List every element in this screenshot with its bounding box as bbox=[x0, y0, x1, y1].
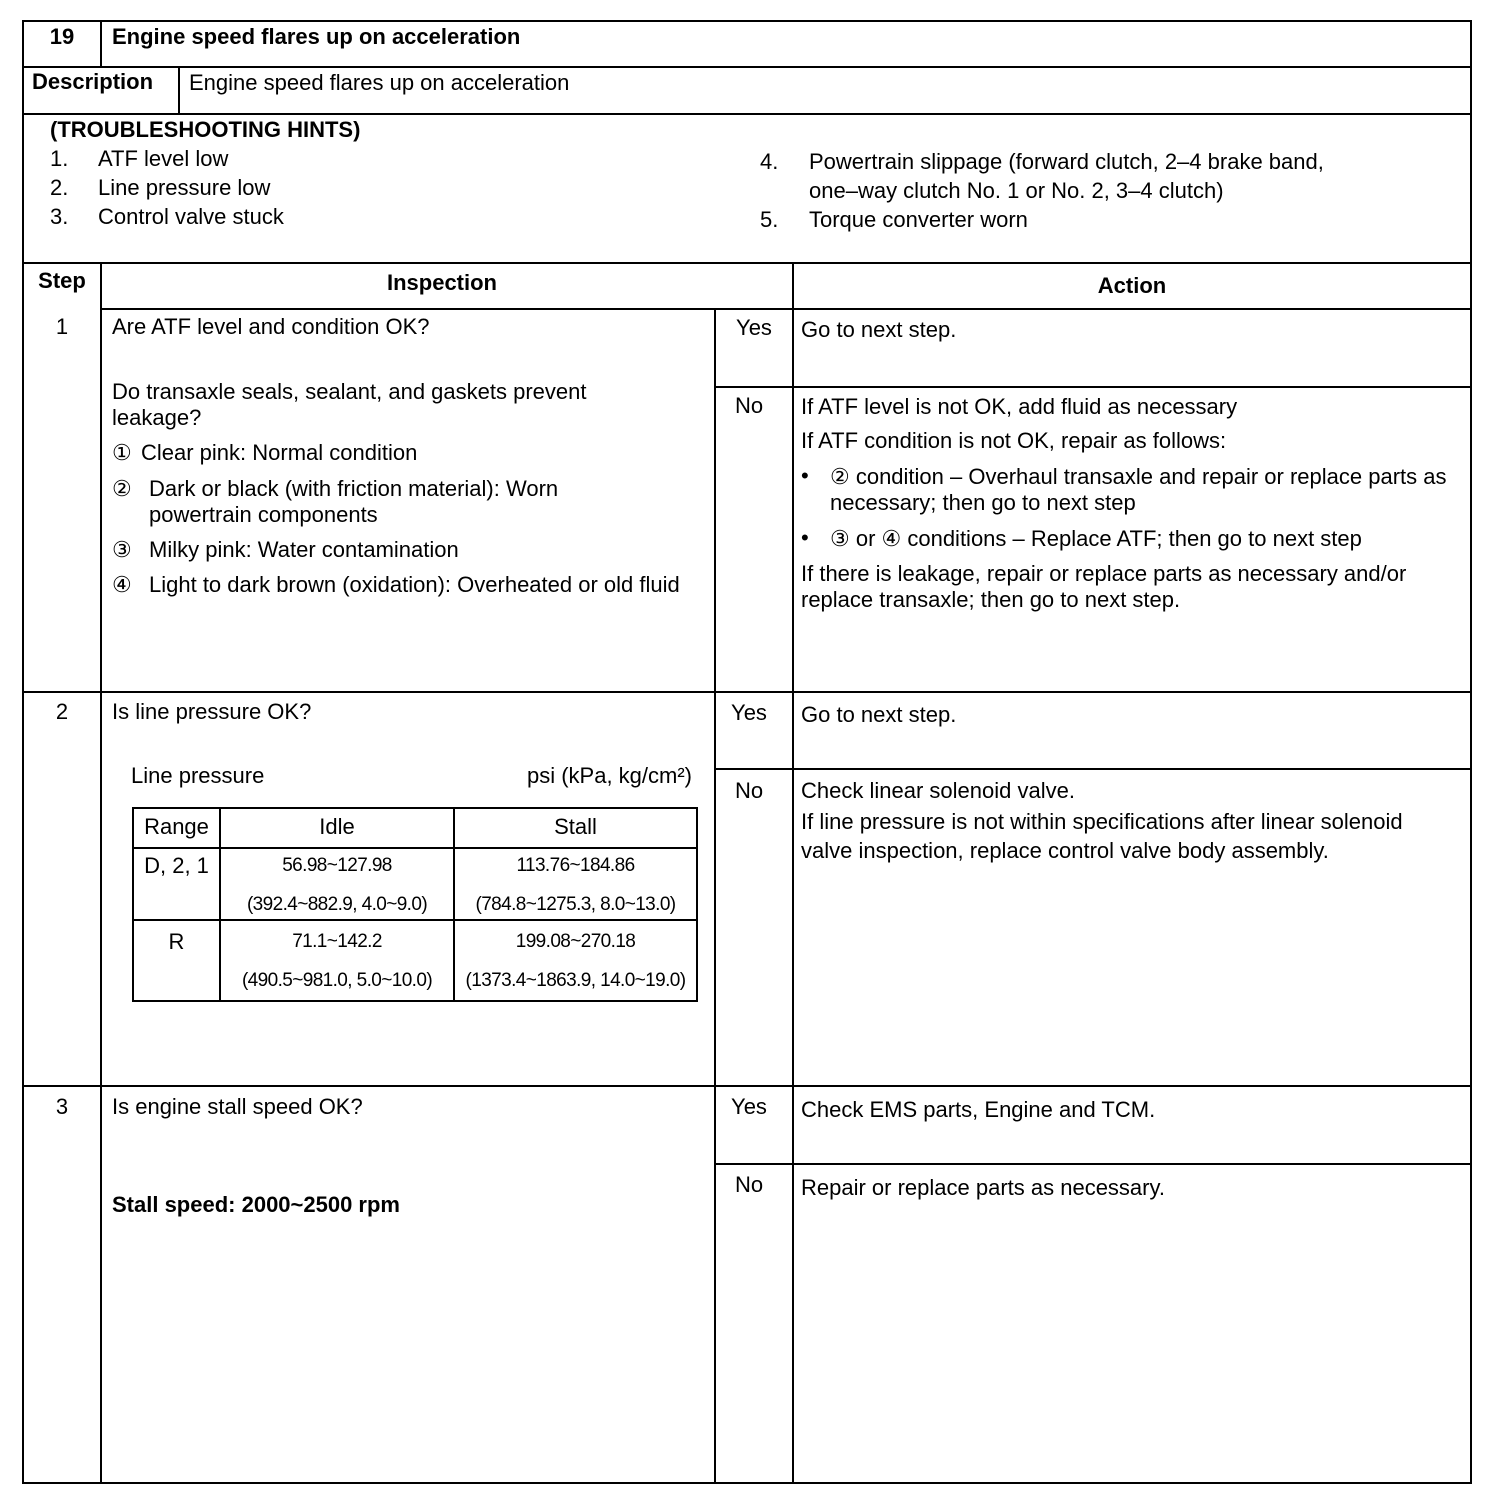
yes-label: Yes bbox=[736, 315, 772, 340]
inspection-question: Do transaxle seals, sealant, and gaskets prevent leakage? bbox=[112, 379, 587, 430]
table-cell: 56.98~127.98 bbox=[282, 855, 392, 876]
column-header-step: Step bbox=[38, 268, 86, 293]
rule bbox=[100, 20, 102, 68]
section-number: 19 bbox=[49, 24, 75, 49]
rule bbox=[714, 386, 1472, 388]
rule bbox=[696, 807, 698, 1002]
yes-action: Go to next step. bbox=[801, 702, 957, 727]
step-number: 1 bbox=[55, 314, 69, 339]
rule bbox=[22, 20, 1472, 22]
table-cell: (490.5~981.0, 5.0~10.0) bbox=[241, 970, 433, 991]
hint-text: Powertrain slippage (forward clutch, 2–4 brake band, bbox=[809, 149, 1324, 174]
hint-number: 1. bbox=[50, 146, 69, 171]
hint-text: one–way clutch No. 1 or No. 2, 3–4 clutch) bbox=[809, 178, 1224, 203]
table-cell: 199.08~270.18 bbox=[515, 931, 636, 952]
bullet-icon: • bbox=[801, 463, 809, 488]
rule bbox=[132, 919, 698, 921]
table-cell: 71.1~142.2 bbox=[292, 931, 382, 952]
table-header: Idle bbox=[319, 814, 355, 839]
yes-label: Yes bbox=[731, 700, 767, 725]
rule bbox=[132, 847, 698, 849]
step-number: 3 bbox=[55, 1094, 69, 1119]
rule bbox=[714, 768, 1472, 770]
rule bbox=[22, 66, 1472, 68]
table-header: Stall bbox=[554, 814, 597, 839]
no-label: No bbox=[734, 1172, 764, 1197]
column-header-inspection: Inspection bbox=[386, 270, 497, 295]
condition-mark: ④ bbox=[112, 572, 132, 597]
spec-unit: psi (kPa, kg/cm²) bbox=[526, 763, 692, 788]
no-action: Check linear solenoid valve. bbox=[801, 778, 1075, 803]
inspection-question: Is line pressure OK? bbox=[112, 699, 312, 724]
table-header: Range bbox=[144, 814, 209, 839]
yes-label: Yes bbox=[731, 1094, 767, 1119]
inspection-question: Are ATF level and condition OK? bbox=[112, 314, 430, 339]
no-action: If ATF condition is not OK, repair as follows: bbox=[801, 428, 1227, 453]
rule bbox=[178, 66, 180, 115]
rule bbox=[22, 262, 1472, 264]
no-action: If there is leakage, repair or replace parts as necessary and/or replace transaxle; then go to next step. bbox=[801, 561, 1407, 612]
rule bbox=[132, 1000, 698, 1002]
spec-label: Line pressure bbox=[131, 763, 265, 788]
inspection-question: Is engine stall speed OK? bbox=[112, 1094, 363, 1119]
no-action: If ATF level is not OK, add fluid as necessary bbox=[801, 394, 1238, 419]
table-cell: (1373.4~1863.9, 14.0~19.0) bbox=[465, 970, 686, 991]
rule bbox=[22, 20, 24, 1484]
hint-number: 4. bbox=[760, 149, 779, 174]
no-action-bullet: ③ or ④ conditions – Replace ATF; then go to next step bbox=[830, 526, 1362, 551]
yes-action: Go to next step. bbox=[801, 317, 957, 342]
bullet-icon: • bbox=[801, 525, 809, 550]
table-cell: 113.76~184.86 bbox=[516, 855, 635, 876]
rule bbox=[100, 262, 102, 1484]
rule bbox=[22, 691, 1472, 693]
column-header-action: Action bbox=[1097, 273, 1167, 298]
rule bbox=[792, 262, 794, 1484]
condition-text: Light to dark brown (oxidation): Overheated or old fluid bbox=[149, 572, 680, 597]
description-text: Engine speed flares up on acceleration bbox=[189, 70, 570, 95]
table-cell: R bbox=[168, 929, 185, 954]
hint-text: Line pressure low bbox=[98, 175, 271, 200]
yes-action: Check EMS parts, Engine and TCM. bbox=[801, 1097, 1156, 1122]
condition-text: Milky pink: Water contamination bbox=[149, 537, 459, 562]
rule bbox=[100, 308, 1472, 310]
table-cell: D, 2, 1 bbox=[144, 853, 209, 878]
condition-mark: ③ bbox=[112, 537, 132, 562]
description-label: Description bbox=[32, 69, 154, 94]
section-title: Engine speed flares up on acceleration bbox=[112, 24, 521, 49]
condition-text: Clear pink: Normal condition bbox=[141, 440, 418, 465]
rule bbox=[22, 1482, 1472, 1484]
hint-number: 5. bbox=[760, 207, 779, 232]
hint-text: Torque converter worn bbox=[809, 207, 1028, 232]
rule bbox=[22, 113, 1472, 115]
rule bbox=[1470, 20, 1472, 1484]
step-number: 2 bbox=[55, 699, 69, 724]
rule bbox=[132, 807, 698, 809]
rule bbox=[714, 308, 716, 1484]
no-action: Repair or replace parts as necessary. bbox=[801, 1175, 1165, 1200]
hint-text: ATF level low bbox=[98, 146, 229, 171]
table-cell: (392.4~882.9, 4.0~9.0) bbox=[246, 894, 428, 915]
condition-mark: ② bbox=[112, 476, 132, 501]
hint-number: 3. bbox=[50, 204, 69, 229]
hint-number: 2. bbox=[50, 175, 69, 200]
hints-heading: (TROUBLESHOOTING HINTS) bbox=[50, 117, 361, 142]
hint-text: Control valve stuck bbox=[98, 204, 284, 229]
condition-text: Dark or black (with friction material): Worn powertrain components bbox=[149, 476, 559, 527]
rule bbox=[22, 1085, 1472, 1087]
no-label: No bbox=[734, 393, 764, 418]
stall-speed-spec: Stall speed: 2000~2500 rpm bbox=[112, 1192, 400, 1217]
rule bbox=[714, 1163, 1472, 1165]
no-action-bullet: ② condition – Overhaul transaxle and repair or replace parts as necessary; then go to next step bbox=[830, 464, 1447, 515]
condition-mark: ① bbox=[112, 440, 132, 465]
no-label: No bbox=[734, 778, 764, 803]
no-action: If line pressure is not within specifications after linear solenoid valve inspection, replace control valve body assembly. bbox=[801, 809, 1403, 863]
table-cell: (784.8~1275.3, 8.0~13.0) bbox=[475, 894, 676, 915]
